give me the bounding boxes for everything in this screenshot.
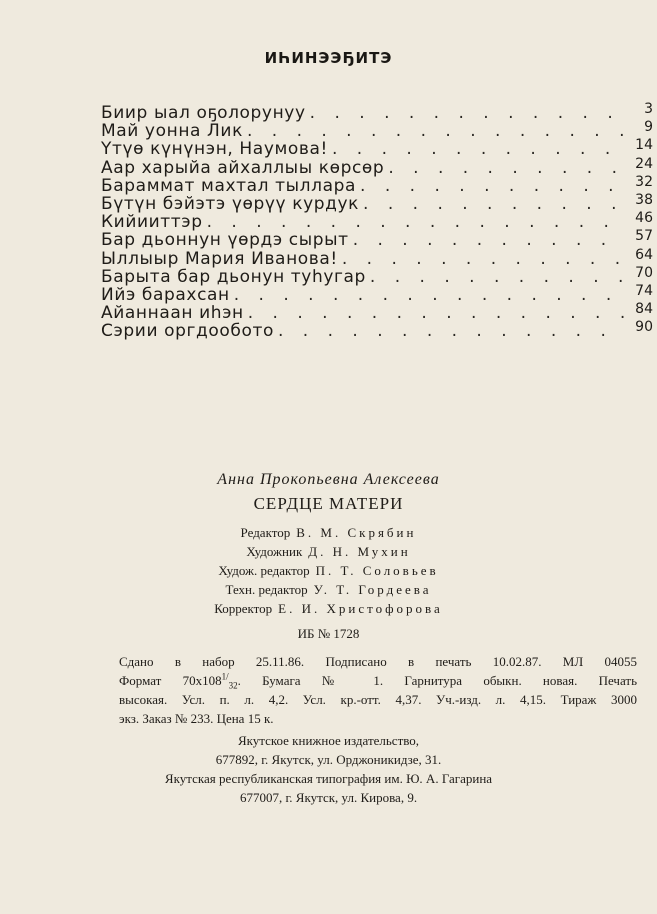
toc-entry-title: Айаннаан иһэн [101, 303, 244, 324]
table-of-contents [101, 101, 653, 342]
toc-entry [101, 264, 653, 287]
toc-entry-title: Май уонна Лик [101, 121, 243, 142]
toc-entry-page: 14 [635, 137, 653, 154]
staff-line-tech-editor [0, 582, 657, 598]
toc-leader-dots [310, 104, 627, 122]
toc-entry [101, 228, 653, 251]
toc-leader-dots [342, 250, 627, 268]
print-details [119, 652, 637, 728]
toc-entry [101, 191, 653, 214]
toc-entry-title: Кийииттэр [101, 212, 203, 233]
publisher-address: 677892, г. Якутск, ул. Орджоникидзе, 31. [215, 752, 442, 767]
toc-entry [101, 173, 653, 196]
toc-entry-page: 90 [635, 319, 653, 336]
toc-entry-title: Биир ыал оҕолорунуу [101, 103, 306, 123]
toc-entry [101, 137, 653, 160]
print-line: высокая. Усл. п. л. 4,2. Усл. кр.-отт. 4,37. Уч.-изд. л. 4,15. Тираж 3000 [119, 692, 637, 707]
toc-entry [101, 119, 653, 142]
toc-entry [101, 101, 653, 123]
author-name: Анна Прокопьевна Алексеева [217, 471, 440, 488]
toc-leader-dots [353, 231, 627, 249]
staff-name: Д. Н. Мухин [308, 544, 411, 559]
toc-leader-dots [332, 140, 627, 158]
toc-entry-title: Сэрии оргдообото [101, 321, 274, 342]
toc-entry-title: Бараммат махтал тыллара [101, 175, 357, 196]
toc-leader-dots [247, 122, 627, 140]
toc-leader-dots [234, 286, 627, 304]
toc-leader-dots [207, 213, 627, 231]
toc-entry-page: 84 [635, 301, 653, 318]
toc-entry-page: 70 [635, 264, 653, 281]
toc-leader-dots [360, 177, 627, 195]
staff-role: Художник [246, 544, 303, 559]
ib-number: ИБ № 1728 [297, 626, 360, 641]
format-fraction-top: 1/ [221, 671, 229, 682]
print-line: Сдано в набор 25.11.86. Подписано в печать 10.02.87. МЛ 04055 [119, 654, 637, 669]
toc-entry [101, 319, 653, 342]
format-fraction-bottom: 32 [228, 680, 238, 691]
print-line-format [119, 671, 637, 690]
toc-entry-page: 64 [635, 246, 653, 263]
staff-line-artist [0, 544, 657, 560]
staff-line-art-editor [0, 563, 657, 579]
format-text: Формат 70х108 [119, 673, 222, 688]
toc-leader-dots [388, 159, 627, 177]
toc-entry-title: Барыта бар дьонун туһугар [101, 266, 366, 287]
toc-entry-title: Бар дьоннун үөрдэ сырыт [101, 230, 349, 251]
toc-entry [101, 210, 653, 233]
toc-entry-page: 32 [635, 173, 653, 190]
format-text-rest: . Бумага № 1. Гарнитура обыкн. новая. Печать [237, 673, 638, 688]
toc-entry [101, 282, 653, 305]
toc-heading: ИҺИНЭЭҔИТЭ [264, 49, 393, 67]
staff-role: Редактор [240, 525, 291, 540]
staff-name: В. М. Скрябин [296, 525, 417, 540]
print-line: экз. Заказ № 233. Цена 15 к. [119, 711, 274, 726]
book-title: СЕРДЦЕ МАТЕРИ [253, 494, 404, 513]
toc-entry-title: Бүтүн бэйэтэ үөрүү курдук [101, 193, 360, 214]
toc-entry-page: 57 [635, 228, 653, 245]
staff-name: Е. И. Христофорова [278, 601, 443, 616]
toc-entry [101, 246, 653, 269]
toc-entry-page: 46 [635, 210, 653, 227]
staff-role: Корректор [214, 601, 273, 616]
toc-leader-dots [278, 322, 627, 340]
staff-name: У. Т. Гордеева [313, 582, 432, 597]
toc-entry-title: Үтүө күнүнэн, Наумова! [101, 139, 328, 160]
toc-entry-title: Ыллыыр Мария Иванова! [101, 248, 338, 269]
printer-address: 677007, г. Якутск, ул. Кирова, 9. [239, 790, 418, 805]
toc-entry-page: 24 [635, 155, 653, 172]
printer-name: Якутская республиканская типография им. Ю. А. Гагарина [164, 771, 493, 786]
staff-line-editor [0, 525, 657, 541]
staff-name: П. Т. Соловьев [315, 563, 439, 578]
toc-leader-dots [248, 304, 627, 322]
toc-entry-title: Ийэ барахсан [101, 284, 230, 305]
staff-role: Худож. редактор [218, 563, 310, 578]
toc-entry-page: 74 [635, 282, 653, 299]
toc-entry [101, 301, 653, 324]
toc-entry-page: 9 [644, 119, 653, 136]
staff-role: Техн. редактор [225, 582, 308, 597]
toc-leader-dots [363, 195, 627, 213]
toc-entry [101, 155, 653, 178]
toc-entry-page: 38 [635, 191, 653, 208]
toc-entry-page: 3 [644, 101, 653, 117]
publisher-name: Якутское книжное издательство, [237, 733, 420, 748]
toc-entry-title: Аар харыйа айхаллыы көрсөр [101, 157, 385, 178]
toc-leader-dots [370, 268, 627, 286]
staff-line-proofreader [0, 601, 657, 617]
